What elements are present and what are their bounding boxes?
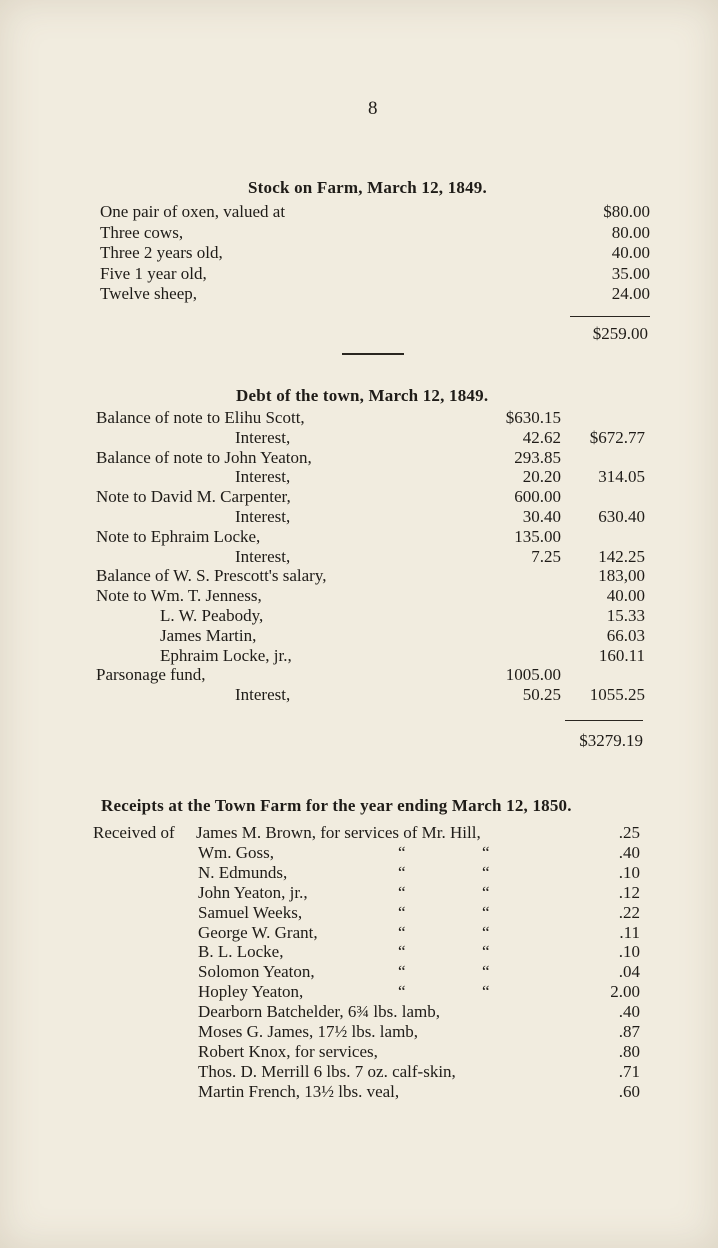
debt-amount: $630.15 [505,408,561,427]
debt-label: Interest, [235,427,291,447]
debt-amount: 20.20 [522,467,561,487]
debt-amount: 42.62 [522,427,561,447]
debt-label: L. W. Peabody, [160,606,264,625]
stock-heading: Stock on Farm, March 12, 1849. [248,178,487,197]
ditto-mark: “ [482,942,490,962]
receipt-name: Samuel Weeks, [198,902,303,922]
debt-amount: 135.00 [514,526,561,546]
stock-row [0,243,718,263]
receipt-name: George W. Grant, [198,922,318,942]
receipt-amount: .71 [618,1061,640,1081]
debt-grand-total: $3279.19 [579,731,643,750]
receipt-name: Robert Knox, for services, [198,1041,378,1061]
ditto-mark: “ [482,882,490,902]
ditto-mark: “ [398,862,406,882]
debt-total: 40.00 [606,586,645,606]
receipt-amount: 2.00 [610,982,640,1002]
ditto-mark: “ [398,882,406,902]
receipt-name: Hopley Yeaton, [198,982,304,1002]
ditto-mark: “ [398,982,406,1002]
stock-label: Twelve sheep, [100,284,197,303]
debt-row [0,487,718,507]
receipt-row [0,1042,718,1062]
debt-total: 1055.25 [589,685,645,705]
receipt-name: B. L. Locke, [198,942,284,962]
receipt-row [0,1002,718,1022]
receipt-row [0,1082,718,1102]
debt-label: Interest, [235,546,291,566]
receipt-amount: .22 [618,902,640,922]
ditto-mark: “ [482,962,490,982]
debt-amount: 1005.00 [505,665,561,685]
stock-label: One pair of oxen, valued at [100,202,286,221]
receipt-amount: .10 [618,942,640,962]
ditto-mark: “ [482,902,490,922]
ditto-mark: “ [398,842,406,862]
receipt-row [0,823,718,843]
page-number: 8 [368,98,378,119]
receipt-amount: .11 [619,922,640,942]
receipt-amount: .25 [618,823,640,842]
receipt-amount: .04 [618,962,640,982]
ditto-mark: “ [482,842,490,862]
debt-row [0,428,718,448]
receipt-name: Thos. D. Merrill 6 lbs. 7 oz. calf-skin, [198,1061,456,1081]
receipt-amount: .40 [618,1002,640,1022]
debt-total: $672.77 [589,427,645,447]
debt-row [0,685,718,705]
debt-row [0,566,718,586]
stock-amount: $80.00 [603,202,650,221]
stock-total: $259.00 [592,324,648,343]
debt-row [0,665,718,685]
debt-label: Interest, [235,507,291,526]
receipt-amount: .87 [618,1022,640,1041]
ditto-mark: “ [398,902,406,922]
debt-label: Parsonage fund, [96,665,206,685]
debt-total: 160.11 [598,645,645,665]
debt-label: Ephraim Locke, jr., [160,645,292,665]
debt-total: 183,00 [598,566,645,586]
debt-row [0,527,718,547]
debt-label: Note to Ephraim Locke, [96,526,261,546]
debt-row [0,448,718,468]
debt-heading: Debt of the town, March 12, 1849. [236,386,489,405]
receipt-name: N. Edmunds, [198,862,288,882]
receipt-row [0,923,718,943]
receipt-name: Dearborn Batchelder, 6¾ lbs. lamb, [198,1002,440,1022]
receipt-name: John Yeaton, jr., [198,882,308,902]
section-divider [342,353,404,355]
receipt-row [0,883,718,903]
stock-amount: 24.00 [611,284,650,303]
stock-label: Five 1 year old, [100,263,207,283]
stock-label: Three cows, [100,222,184,242]
debt-amount: 7.25 [531,546,561,566]
stock-label: Three 2 years old, [100,243,223,262]
debt-label: Note to Wm. T. Jenness, [96,586,262,606]
ditto-mark: “ [398,962,406,982]
stock-total-rule [570,316,650,317]
debt-amount: 293.85 [514,447,561,467]
ditto-mark: “ [398,922,406,942]
receipt-row [0,903,718,923]
debt-row [0,467,718,487]
receipt-row [0,1062,718,1082]
receipt-row [0,1022,718,1042]
debt-label: Interest, [235,467,291,487]
receipt-name: Moses G. James, 17½ lbs. lamb, [198,1022,419,1041]
ditto-mark: “ [482,982,490,1002]
stock-amount: 35.00 [611,263,650,283]
debt-total-rule [565,720,643,721]
debt-total: 66.03 [606,625,645,645]
receipt-amount: .60 [618,1081,640,1101]
debt-label: Balance of W. S. Prescott's salary, [96,566,327,586]
debt-amount: 600.00 [514,487,561,507]
debt-label: Balance of note to Elihu Scott, [96,408,305,427]
debt-row [0,507,718,527]
receipt-amount: .40 [618,842,640,862]
debt-amount: 50.25 [522,685,561,705]
ditto-mark: “ [398,942,406,962]
debt-total: 630.40 [598,507,645,526]
receipt-amount: .12 [618,882,640,902]
debt-row [0,646,718,666]
ditto-mark: “ [482,922,490,942]
receipt-row [0,843,718,863]
debt-total: 314.05 [598,467,645,487]
receipt-row [0,962,718,982]
ditto-mark: “ [482,862,490,882]
receipts-prefix: Received of [93,823,175,842]
debt-total: 15.33 [606,606,645,625]
receipt-name: Martin French, 13½ lbs. veal, [198,1081,400,1101]
debt-label: James Martin, [160,625,257,645]
stock-row [0,264,718,284]
debt-row [0,408,718,428]
debt-label: Balance of note to John Yeaton, [96,447,312,467]
stock-amount: 80.00 [611,222,650,242]
debt-amount: 30.40 [522,507,561,526]
receipt-name: James M. Brown, for services of Mr. Hill, [196,823,481,842]
debt-label: Interest, [235,685,291,705]
receipt-row [0,982,718,1002]
debt-row [0,586,718,606]
stock-amount: 40.00 [611,243,650,262]
stock-row [0,223,718,243]
receipt-name: Wm. Goss, [198,842,275,862]
debt-label: Note to David M. Carpenter, [96,487,291,507]
receipt-name: Solomon Yeaton, [198,962,315,982]
receipt-row [0,942,718,962]
debt-row [0,547,718,567]
receipt-row [0,863,718,883]
stock-row [0,202,718,222]
debt-total: 142.25 [598,546,645,566]
debt-row [0,606,718,626]
debt-row [0,626,718,646]
receipt-amount: .80 [618,1041,640,1061]
stock-row [0,284,718,304]
receipts-heading: Receipts at the Town Farm for the year ending March 12, 1850. [101,796,572,815]
receipt-amount: .10 [618,862,640,882]
